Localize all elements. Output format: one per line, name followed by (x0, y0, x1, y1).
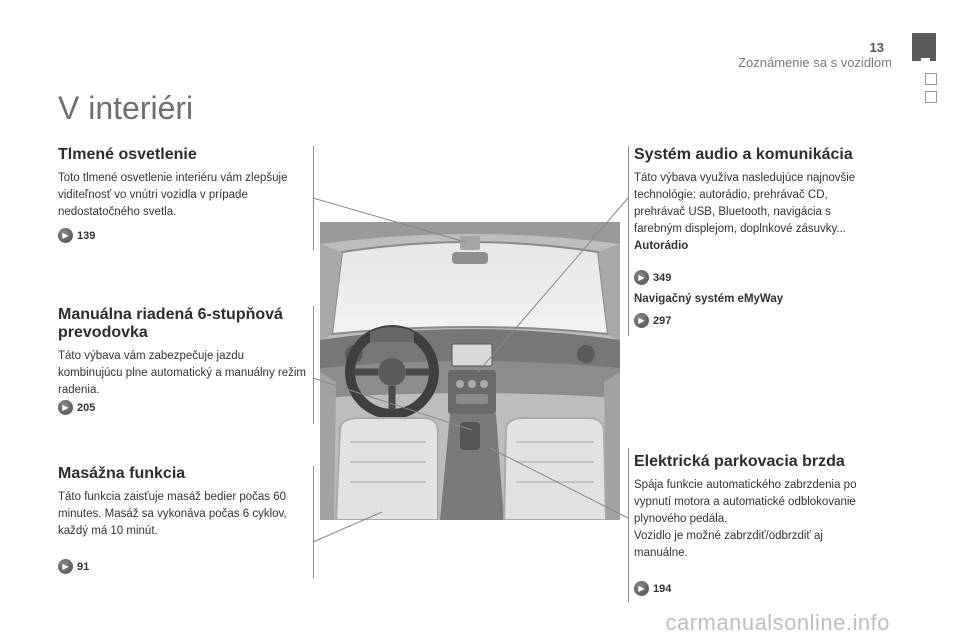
interior-illustration (320, 222, 620, 520)
section-rule (628, 146, 629, 336)
book-reference-icon: ▶ (58, 228, 73, 243)
reference-number: 91 (77, 560, 90, 573)
reference-number: 205 (77, 401, 96, 414)
section-parking-brake (634, 453, 879, 562)
reference-number: 349 (653, 271, 672, 284)
section-text: Vozidlo je možné zabrzdiť/odbrzdiť aj manuálne. (634, 530, 823, 559)
section-massage (58, 465, 308, 540)
section-rule (313, 146, 314, 250)
chapter-title: Zoznámenie sa s vozidlom (738, 55, 892, 70)
page-reference[interactable] (634, 270, 671, 285)
interior-photo (320, 222, 620, 520)
reference-number: 139 (77, 229, 96, 242)
chapter-tab-box (925, 91, 937, 103)
section-heading: Masážna funkcia (58, 465, 186, 482)
chapter-tab-box (925, 73, 937, 85)
book-reference-icon: ▶ (634, 313, 649, 328)
page-reference[interactable] (634, 581, 671, 596)
book-reference-icon: ▶ (634, 581, 649, 596)
section-text: Táto výbava vám zabezpečuje jazdu kombinujúcu plne automatický a manuálny režim radenia. (58, 350, 307, 396)
section-rule (628, 448, 629, 602)
book-reference-icon: ▶ (634, 270, 649, 285)
section-ambient-lighting (58, 146, 308, 221)
section-heading: Systém audio a komunikácia (634, 146, 853, 163)
section-heading: Tlmené osvetlenie (58, 146, 197, 163)
section-audio (634, 146, 874, 252)
section-text: Toto tlmené osvetlenie interiéru vám zlepšuje viditeľnosť vo vnútri vozidla v prípade nedostatočného svetla. (58, 172, 288, 218)
subsection-label: Autorádio (634, 240, 689, 252)
reference-number: 297 (653, 314, 672, 327)
reference-number: 194 (653, 582, 672, 595)
section-text: Spája funkcie automatického zabrzdenia po vypnutí motora a automatické odblokovanie plynového pedála. (634, 479, 857, 525)
page-reference[interactable] (58, 400, 95, 415)
section-heading: Manuálna riadená 6-stupňová prevodovka (58, 306, 283, 341)
subsection-label: Navigačný systém eMyWay (634, 293, 784, 305)
section-text: Táto výbava využíva nasledujúce najnovšie technológie: autorádio, prehrávač CD, prehrávač USB, Bluetooth, navigácia s farebným displejom, doplnkové zásuvky... (634, 172, 856, 235)
section-rule (313, 306, 314, 424)
section-gearbox (58, 306, 308, 399)
page-number: 13 (869, 40, 884, 55)
page-reference[interactable] (58, 559, 89, 574)
book-reference-icon: ▶ (58, 400, 73, 415)
section-rule (313, 466, 314, 578)
watermark: carmanualsonline.info (665, 610, 890, 635)
page-title: V interiéri (58, 90, 194, 126)
chapter-tab-marker (921, 58, 930, 64)
page-reference[interactable] (634, 313, 671, 328)
page-reference[interactable] (58, 228, 95, 243)
section-text: Táto funkcia zaisťuje masáž bedier počas 60 minutes. Masáž sa vykonáva počas 6 cyklov, každý má 10 minút. (58, 491, 287, 537)
section-heading: Elektrická parkovacia brzda (634, 453, 845, 470)
book-reference-icon: ▶ (58, 559, 73, 574)
chapter-tab-active (912, 33, 936, 61)
